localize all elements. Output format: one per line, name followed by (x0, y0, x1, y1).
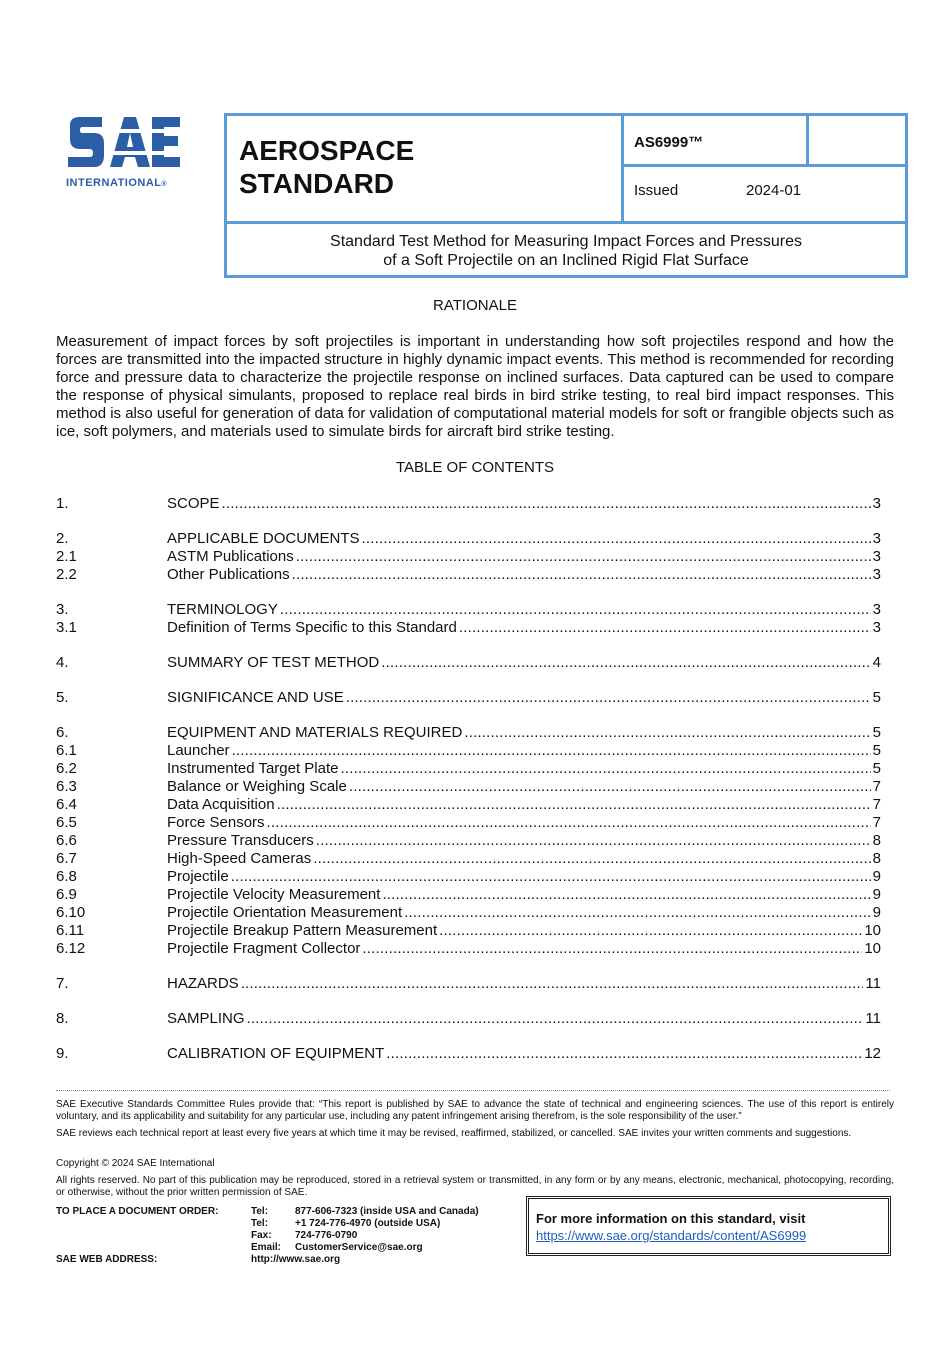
toc-entry-label: High-Speed Cameras (167, 850, 312, 867)
toc-entry-page: 9 (872, 904, 881, 921)
tel-1: 877-606-7323 (inside USA and Canada) (295, 1206, 479, 1217)
toc-entry-page: 5 (872, 689, 881, 706)
toc-entry-number: 9. (56, 1045, 69, 1062)
toc-entry[interactable] (56, 796, 881, 814)
toc-entry[interactable] (56, 601, 881, 619)
toc-entry[interactable] (56, 548, 881, 566)
toc-entry-label: Force Sensors (167, 814, 265, 831)
toc-leader-dots (386, 1045, 862, 1063)
toc-entry-page: 3 (872, 495, 881, 512)
toc-entry-page: 3 (872, 548, 881, 565)
toc-entry-label: TERMINOLOGY (167, 601, 278, 618)
toc-entry-number: 6. (56, 724, 69, 741)
toc-entry-number: 6.5 (56, 814, 77, 831)
toc-entry-page: 3 (872, 530, 881, 547)
toc-leader-dots (267, 814, 871, 832)
toc-entry-number: 7. (56, 975, 69, 992)
toc-entry-page: 3 (872, 619, 881, 636)
toc-entry[interactable] (56, 886, 881, 904)
web-address[interactable]: http://www.sae.org (251, 1254, 341, 1265)
email-address[interactable]: CustomerService@sae.org (295, 1242, 423, 1253)
order-label: TO PLACE A DOCUMENT ORDER: (56, 1206, 219, 1217)
toc-entry-label: SCOPE (167, 495, 220, 512)
toc-entry-label: Projectile (167, 868, 229, 885)
issued-label: Issued (634, 182, 679, 199)
tel-label: Tel: (251, 1206, 269, 1217)
toc-entry-page: 8 (872, 850, 881, 867)
doc-type-line2: STANDARD (239, 168, 395, 199)
toc-heading: TABLE OF CONTENTS (395, 459, 555, 476)
toc-leader-dots (362, 530, 871, 548)
toc-entry-label: HAZARDS (167, 975, 239, 992)
toc-leader-dots (222, 495, 871, 513)
toc-entry-page: 9 (872, 886, 881, 903)
subtitle-box (224, 221, 908, 278)
toc-entry-label: CALIBRATION OF EQUIPMENT (167, 1045, 385, 1062)
toc-leader-dots (341, 760, 871, 778)
rationale-body: Measurement of impact forces by soft projectiles is important in understanding how soft projectiles respond and how the forces are transmitted into the impacted structure in highly dynamic impact events. This method is recommended for recording force and pressure data to characterize the projectile response on inclined surfaces. Data captured can be used to compare the response of physical simulants, proposed to replace real birds in bird strike testing, to real bird impact responses. This method is also useful for generation of data for validation of computational material models for soft or frangible objects such as ice, soft polymers, and materials used to simulate birds for aircraft bird strike testing. (56, 333, 894, 440)
toc-entry[interactable] (56, 654, 881, 672)
toc-entry[interactable] (56, 619, 881, 637)
toc-entry-number: 6.1 (56, 742, 77, 759)
toc-leader-dots (349, 778, 871, 796)
toc-entry-number: 6.3 (56, 778, 77, 795)
subtitle-line1: Standard Test Method for Measuring Impact Forces and Pressures (330, 233, 802, 250)
doc-id: AS6999™ (634, 134, 704, 151)
toc-leader-dots (231, 868, 871, 886)
more-info-heading: For more information on this standard, visit (536, 1211, 806, 1226)
tel-2: +1 724-776-4970 (outside USA) (295, 1218, 441, 1229)
toc-entry-page: 3 (872, 566, 881, 583)
toc-entry[interactable] (56, 832, 881, 850)
subtitle-line2: of a Soft Projectile on an Inclined Rigid Flat Surface (383, 252, 749, 269)
toc-entry[interactable] (56, 724, 881, 742)
toc-entry-label: Projectile Fragment Collector (167, 940, 361, 957)
toc-entry[interactable] (56, 495, 881, 513)
toc-leader-dots (247, 1010, 864, 1028)
doc-type-box (224, 113, 624, 224)
toc-leader-dots (232, 742, 871, 760)
footer-rules: SAE Executive Standards Committee Rules provide that: “This report is published by SAE to advance the state of technical and engineering sciences. The use of this report is entirely voluntary, and its applicability and suitability for any particular use, including any patent infringement arising therefrom, is the sole responsibility of the user.” (56, 1099, 894, 1122)
toc-entry-label: APPLICABLE DOCUMENTS (167, 530, 360, 547)
toc-entry[interactable] (56, 1045, 881, 1063)
toc-entry[interactable] (56, 760, 881, 778)
toc-entry-number: 6.12 (56, 940, 86, 957)
toc-entry[interactable] (56, 689, 881, 707)
footer-rights: All rights reserved. No part of this publication may be reproduced, stored in a retrieval system or transmitted, in any form or by any means, electronic, mechanical, photocopying, recording, or otherwise, without the prior written permission of SAE. (56, 1175, 894, 1198)
toc-entry-number: 2. (56, 530, 69, 547)
toc-leader-dots (277, 796, 871, 814)
issued-date: 2024-01 (746, 182, 802, 199)
toc-entry-label: Balance or Weighing Scale (167, 778, 347, 795)
toc-entry-page: 12 (864, 1045, 881, 1062)
toc-entry-number: 3.1 (56, 619, 77, 636)
toc-leader-dots (381, 654, 870, 672)
toc-leader-dots (362, 940, 862, 958)
toc-entry[interactable] (56, 742, 881, 760)
toc-leader-dots (313, 850, 870, 868)
toc-entry-label: Other Publications (167, 566, 290, 583)
toc-entry-number: 6.6 (56, 832, 77, 849)
toc-entry-page: 9 (872, 868, 881, 885)
toc-entry-number: 8. (56, 1010, 69, 1027)
toc-entry-label: Launcher (167, 742, 230, 759)
toc-entry[interactable] (56, 814, 881, 832)
issue-box (621, 164, 908, 224)
toc-leader-dots (382, 886, 870, 904)
logo-org-text: INTERNATIONAL® (66, 177, 168, 189)
toc-entry-number: 5. (56, 689, 69, 706)
toc-entry-label: EQUIPMENT AND MATERIALS REQUIRED (167, 724, 463, 741)
toc-entry-label: Definition of Terms Specific to this Standard (167, 619, 457, 636)
toc-entry-label: ASTM Publications (167, 548, 294, 565)
toc-entry-label: SIGNIFICANCE AND USE (167, 689, 344, 706)
toc-entry-page: 8 (872, 832, 881, 849)
toc-entry-number: 4. (56, 654, 69, 671)
toc-leader-dots (316, 832, 871, 850)
toc-entry-label: Projectile Orientation Measurement (167, 904, 403, 921)
toc-entry-page: 7 (872, 778, 881, 795)
toc-entry-page: 5 (872, 724, 881, 741)
toc-entry-page: 10 (864, 940, 881, 957)
toc-leader-dots (439, 922, 862, 940)
toc-entry-number: 6.11 (56, 922, 85, 939)
tel-label-2: Tel: (251, 1218, 269, 1229)
toc-entry-number: 6.7 (56, 850, 77, 867)
toc-entry[interactable] (56, 566, 881, 584)
doc-type-line1: AEROSPACE (239, 135, 415, 166)
email-label: Email: (251, 1242, 282, 1253)
rationale-heading: RATIONALE (433, 297, 517, 314)
toc-entry-page: 11 (865, 975, 881, 992)
toc-leader-dots (346, 689, 871, 707)
standard-link[interactable]: https://www.sae.org/standards/content/AS6999 (536, 1228, 807, 1243)
toc-entry-number: 1. (56, 495, 69, 512)
footer-copyright: Copyright © 2024 SAE International (56, 1158, 215, 1169)
toc-entry-page: 10 (864, 922, 881, 939)
footer-review: SAE reviews each technical report at least every five years at which time it may be revised, reaffirmed, stabilized, or cancelled. SAE invites your written comments and suggestions. (56, 1128, 852, 1139)
blank-box (806, 113, 908, 167)
toc-entry-number: 6.8 (56, 868, 77, 885)
toc-entry-label: SUMMARY OF TEST METHOD (167, 654, 380, 671)
table-of-contents (56, 495, 881, 1063)
toc-entry-number: 6.9 (56, 886, 77, 903)
footer-divider (56, 1090, 890, 1091)
fax-label: Fax: (251, 1230, 272, 1241)
toc-entry-page: 7 (872, 796, 881, 813)
toc-entry[interactable] (56, 850, 881, 868)
doc-type-title (239, 134, 414, 200)
toc-entry[interactable] (56, 530, 881, 548)
toc-entry-number: 2.2 (56, 566, 77, 583)
more-info-box (526, 1196, 891, 1256)
toc-entry-number: 6.10 (56, 904, 86, 921)
toc-entry-page: 5 (872, 760, 881, 777)
toc-leader-dots (459, 619, 871, 637)
toc-entry-number: 6.2 (56, 760, 77, 777)
toc-entry-page: 4 (872, 654, 881, 671)
web-label: SAE WEB ADDRESS: (56, 1254, 158, 1265)
doc-id-box (621, 113, 809, 167)
toc-leader-dots (464, 724, 870, 742)
toc-entry-page: 5 (872, 742, 881, 759)
toc-leader-dots (404, 904, 871, 922)
toc-entry[interactable] (56, 922, 881, 940)
fax-number: 724-776-0790 (295, 1230, 358, 1241)
toc-entry-label: Data Acquisition (167, 796, 275, 813)
toc-entry-label: Instrumented Target Plate (167, 760, 339, 777)
toc-entry[interactable] (56, 868, 881, 886)
toc-entry-label: SAMPLING (167, 1010, 245, 1027)
toc-entry-number: 3. (56, 601, 69, 618)
toc-entry[interactable] (56, 904, 881, 922)
toc-entry[interactable] (56, 1010, 881, 1028)
toc-entry[interactable] (56, 975, 881, 993)
toc-entry[interactable] (56, 778, 881, 796)
toc-entry-page: 7 (872, 814, 881, 831)
toc-leader-dots (241, 975, 864, 993)
toc-entry-number: 2.1 (56, 548, 77, 565)
toc-entry-label: Projectile Velocity Measurement (167, 886, 381, 903)
toc-entry[interactable] (56, 940, 881, 958)
toc-entry-page: 3 (872, 601, 881, 618)
toc-leader-dots (280, 601, 871, 619)
toc-entry-number: 6.4 (56, 796, 77, 813)
toc-entry-label: Pressure Transducers (167, 832, 314, 849)
toc-entry-page: 11 (865, 1010, 881, 1027)
toc-leader-dots (296, 548, 871, 566)
toc-leader-dots (292, 566, 871, 584)
toc-entry-label: Projectile Breakup Pattern Measurement (167, 922, 438, 939)
